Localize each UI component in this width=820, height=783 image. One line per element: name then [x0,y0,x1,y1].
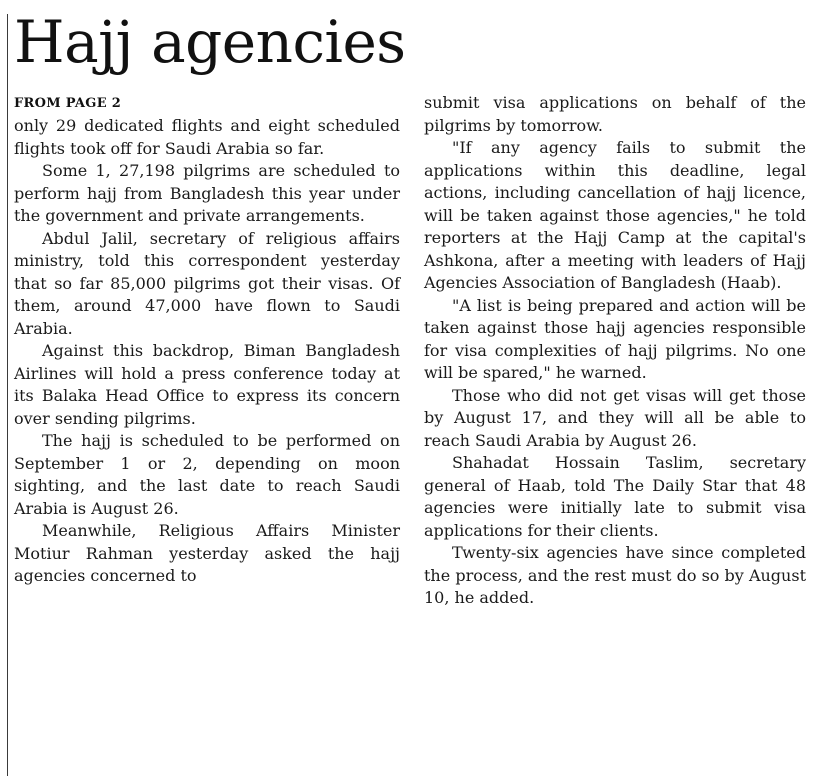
paragraph: Abdul Jalil, secretary of religious affairs ministry, told this correspondent yesterday that so far 85,000 pilgrims got their visas. Of them, around 47,000 have flown to Saudi Arabia. [14,228,400,338]
paragraph: submit visa applications on behalf of the pilgrims by tomorrow. [424,93,806,135]
paragraph: Against this backdrop, Biman Bangladesh Airlines will hold a press conference today at its Balaka Head Office to express its concern over sending pilgrims. [14,341,400,428]
paragraph: Twenty-six agencies have since completed the process, and the rest must do so by August 10, he added. [424,543,806,607]
paragraph: "If any agency fails to submit the applications within this deadline, legal actions, including cancellation of hajj licence, will be taken against those agencies," he told reporters at the Hajj Camp at the capital's Ashkona, after a meeting with leaders of Hajj Agencies Association of Bangladesh (Haab). [424,138,806,292]
continuation-kicker: FROM PAGE 2 [14,96,122,111]
paragraph: The hajj is scheduled to be performed on September 1 or 2, depending on moon sighting, and the last date to reach Saudi Arabia is August 26. [14,431,400,518]
column-rule [7,14,8,776]
article-column-left [14,115,400,588]
paragraph: "A list is being prepared and action will be taken against those hajj agencies responsible for visa complexities of hajj pilgrims. No one will be spared," he warned. [424,295,806,382]
paragraph: Shahadat Hossain Taslim, secretary general of Haab, told The Daily Star that 48 agencies were initially late to submit visa applications for their clients. [424,453,806,540]
paragraph: Some 1, 27,198 pilgrims are scheduled to perform hajj from Bangladesh this year under the government and private arrangements. [14,161,400,225]
article-column-right [424,92,806,610]
paragraph: only 29 dedicated flights and eight scheduled flights took off for Saudi Arabia so far. [14,116,400,158]
paragraph: Meanwhile, Religious Affairs Minister Motiur Rahman yesterday asked the hajj agencies concerned to [14,521,400,585]
headline: Hajj agencies [14,8,406,76]
paragraph: Those who did not get visas will get those by August 17, and they will all be able to reach Saudi Arabia by August 26. [424,385,806,450]
